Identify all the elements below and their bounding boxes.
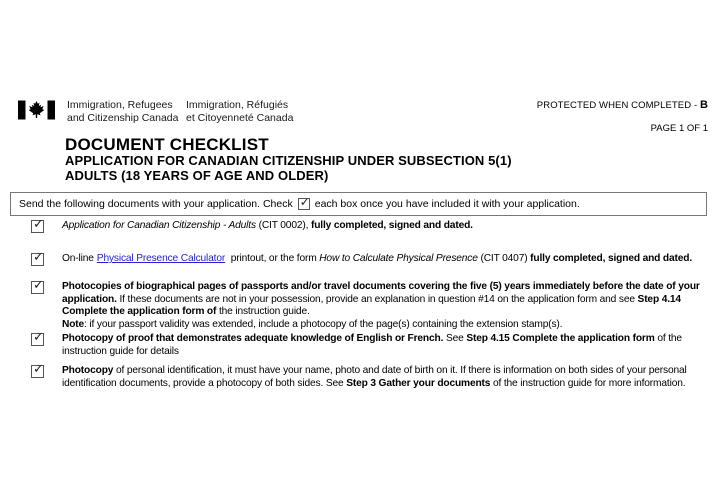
dept-fr-line1: Immigration, Réfugiés: [186, 99, 289, 111]
text-segment: fully completed, signed and dated.: [310, 220, 473, 231]
page-subtitle-2: ADULTS (18 YEARS OF AGE AND OLDER): [65, 167, 329, 183]
canada-flag-icon: [18, 100, 55, 120]
checklist-item: [31, 361, 706, 390]
text-segment: On-line: [62, 253, 94, 264]
department-name-english: [67, 99, 179, 125]
checklist-item-text: [62, 253, 706, 266]
instruction-box: [10, 192, 707, 216]
text-segment: If these documents are not in your possession, provide an explanation in question #14 on the application form and see: [119, 293, 638, 305]
checklist-item: [31, 329, 706, 358]
checklist-item: [31, 277, 706, 331]
text-segment: Photocopy of proof that demonstrates adequate knowledge of English or French.: [62, 333, 446, 344]
text-segment: Application for Canadian Citizenship - Adults: [62, 220, 256, 231]
checkbox[interactable]: [31, 216, 44, 233]
check-mark-icon: ✓: [33, 216, 44, 231]
check-mark-icon: ✓: [299, 195, 310, 209]
title-block: [65, 135, 512, 183]
text-segment: of the instruction guide for more information.: [492, 377, 686, 389]
text-segment: (CIT 0002),: [255, 220, 311, 231]
document-checklist: [31, 216, 706, 470]
text-segment: Note: [62, 318, 85, 330]
text-segment: How to Calculate Physical Presence: [319, 253, 478, 264]
physical-presence-calculator-link[interactable]: Physical Presence Calculator: [96, 253, 226, 264]
check-mark-icon: ✓: [33, 249, 44, 264]
instruction-text-after: each box once you have included it with your application.: [314, 198, 580, 210]
checkbox-example-icon: [298, 195, 310, 210]
text-segment: (CIT 0407): [477, 253, 531, 264]
text-segment: fully completed, signed and dated.: [530, 253, 693, 264]
check-mark-icon: ✓: [33, 277, 44, 292]
text-segment: Step 4.14 Complete the application form of: [62, 293, 681, 317]
page-number: PAGE 1 OF 1: [650, 123, 708, 134]
text-segment: printout, or the form: [228, 253, 320, 264]
check-mark-icon: ✓: [33, 361, 44, 376]
text-segment: : if your passport validity was extended, include a photocopy of the page(s) containing the extension stamp(s).: [84, 318, 563, 330]
checklist-item-text: [62, 281, 706, 331]
text-segment: of the instruction guide for details: [62, 333, 682, 357]
page-subtitle-1: APPLICATION FOR CANADIAN CITIZENSHIP UNDER SUBSECTION 5(1): [65, 153, 512, 168]
protected-label: [537, 99, 708, 111]
text-segment: Photocopies of biographical pages of passports and/or travel documents covering the five (5) years immediately before the date of your application.: [62, 281, 700, 305]
protected-level: B: [699, 99, 708, 111]
dept-en-line1: Immigration, Refugees: [67, 99, 173, 111]
department-name-french: [186, 99, 293, 125]
dept-fr-line2: et Citoyenneté Canada: [186, 112, 294, 124]
checklist-item-text: [62, 333, 706, 358]
checklist-item-text: [62, 365, 706, 390]
checkbox[interactable]: [31, 361, 44, 378]
text-segment: Photocopy: [62, 365, 116, 376]
checklist-item: [31, 249, 706, 266]
page-title: DOCUMENT CHECKLIST: [65, 135, 269, 154]
checklist-item: [31, 216, 706, 233]
text-segment: the instruction guide.: [218, 306, 310, 317]
checkbox[interactable]: [31, 277, 44, 294]
instruction-text-before: Send the following documents with your application. Check: [19, 198, 293, 210]
text-segment: Step 4.15 Complete the application form: [466, 333, 658, 344]
header-right: [537, 99, 708, 134]
text-segment: of personal identification, it must have your name, photo and date of birth on it. If there is information on both sides of your personal identification documents, provide a photocopy of both sides. See: [62, 365, 687, 389]
protected-text: PROTECTED WHEN COMPLETED -: [536, 100, 700, 111]
text-segment: See: [445, 333, 467, 344]
text-segment: Step 3 Gather your documents: [346, 377, 493, 389]
check-mark-icon: ✓: [33, 329, 44, 344]
dept-en-line2: and Citizenship Canada: [67, 112, 179, 124]
checkbox[interactable]: [31, 329, 44, 346]
checklist-item-text: [62, 220, 706, 233]
checkbox[interactable]: [31, 249, 44, 266]
